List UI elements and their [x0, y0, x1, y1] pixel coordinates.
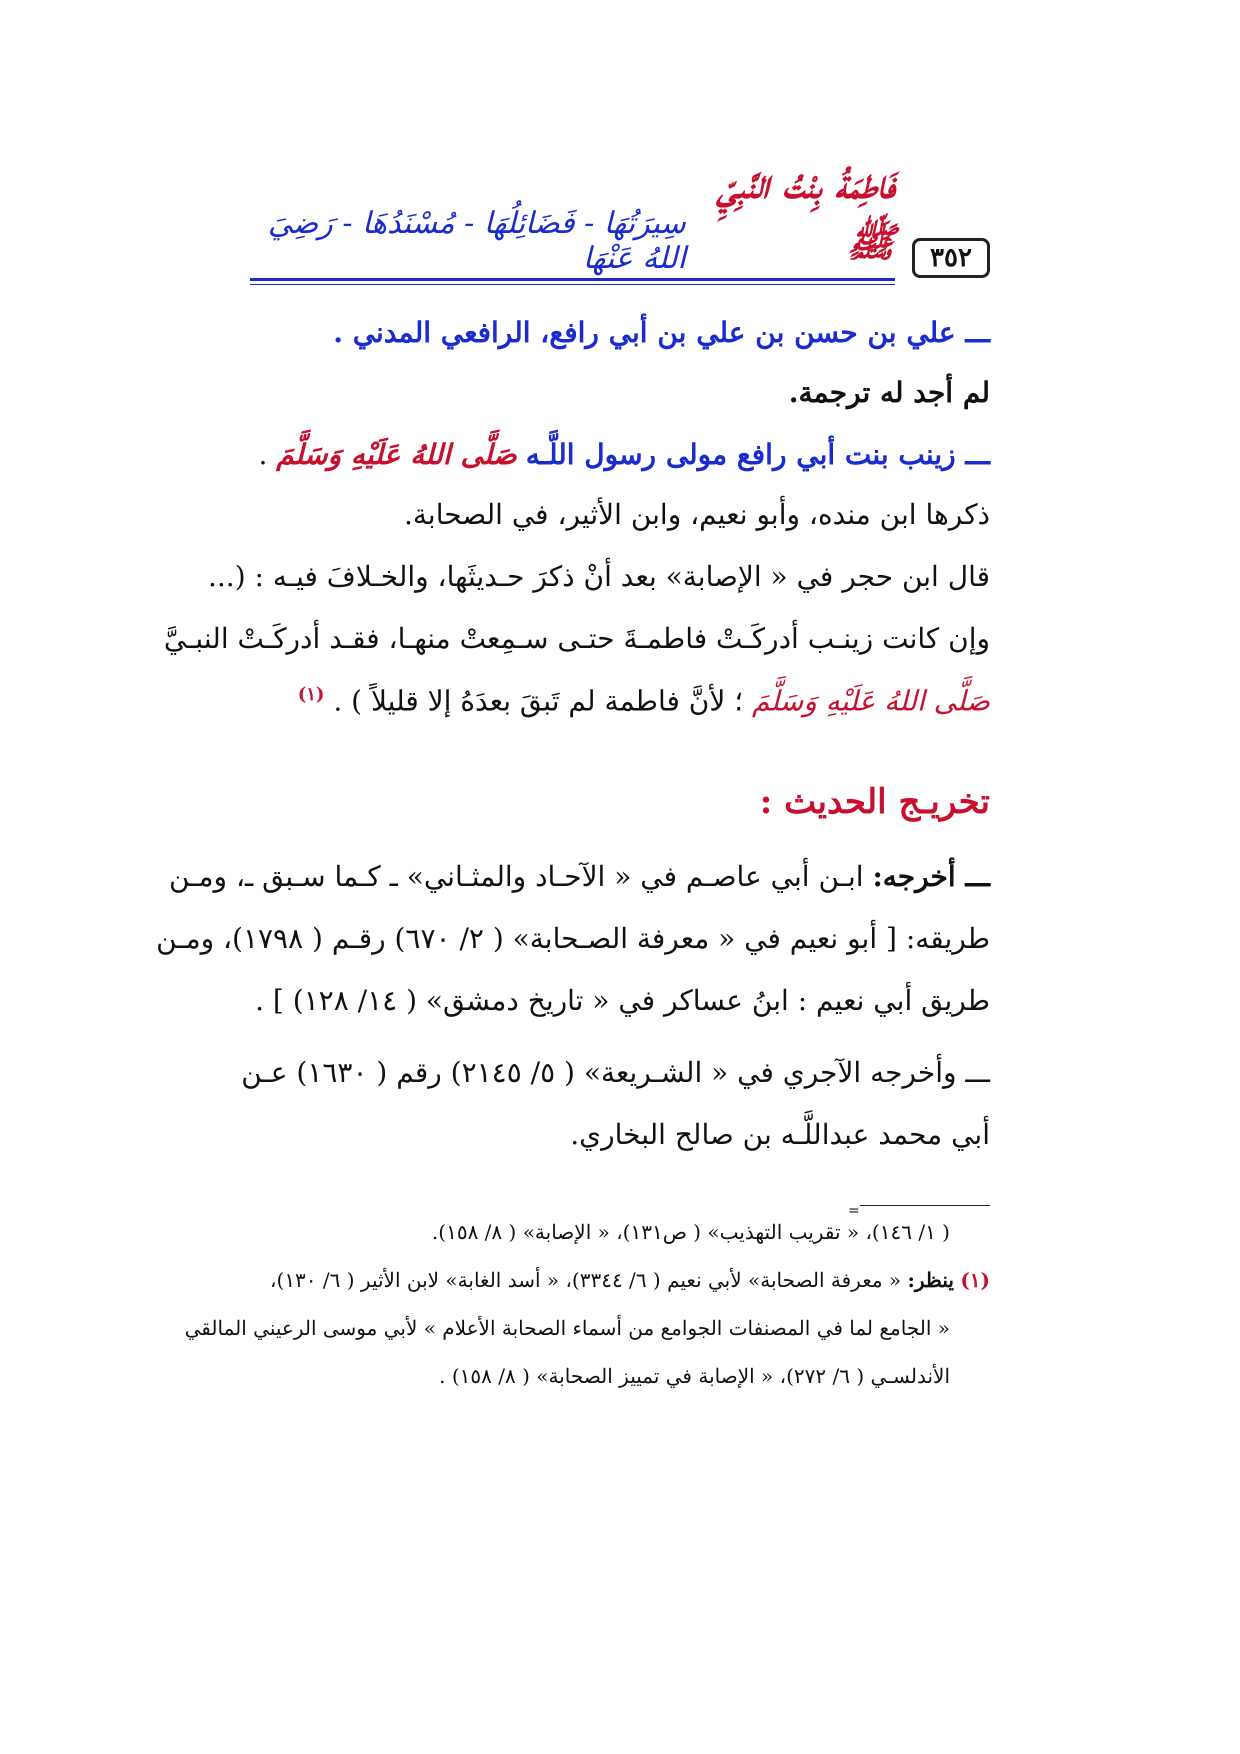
header-rule	[250, 278, 895, 281]
footnote-1-line1	[250, 1268, 990, 1292]
footnote-1-number: (١)	[960, 1268, 990, 1292]
page-number: ٣٥٢	[912, 238, 990, 278]
narrator-entry-ali: ـــ علي بن حسن بن علي بن أبي رافع، الرافعي المدني .	[333, 316, 990, 349]
mention-paragraph: ذكرها ابن منده، وأبو نعيم، وابن الأثير، في الصحابة.	[404, 498, 990, 531]
takhrij-label: ـــ أخرجه:	[872, 860, 990, 893]
footnote-ref: (١)	[297, 684, 325, 705]
no-biography-note: لم أجد له ترجمة.	[788, 376, 990, 409]
footnote-1-line3: الأندلسـي ( ٦/ ٢٧٢)، « الإصابة في تمييز الصحابة» ( ٨/ ١٥٨) .	[439, 1364, 950, 1388]
salutation: صَلَّى اللهُ عَلَيْهِ وَسَلَّمَ	[276, 438, 517, 471]
takhrij-line4: ـــ وأخرجه الآجري في « الشـريعة» ( ٥/ ٢١٤٥) رقم ( ١٦٣٠) عـن	[241, 1056, 990, 1089]
footnote-1-text: « معرفة الصحابة» لأبي نعيم ( ٦/ ٣٣٤٤)، « أسد الغابة» لابن الأثير ( ٦/ ١٣٠)،	[270, 1268, 902, 1292]
footnote-continuation: ( ١/ ١٤٦)، « تقريب التهذيب» ( ص١٣١)، « الإصابة» ( ٨/ ١٥٨).	[431, 1220, 950, 1244]
footnote-1-label: ينظر:	[907, 1268, 954, 1292]
ibn-hajar-quote-line2: وإن كانت زينـب أدركَـتْ فاطمـةَ حتـى سـمِعتْ منهـا، فقـد أدركَـتْ النبـيَّ	[163, 622, 990, 655]
running-title-sub: سِيرَتُهَا - فَضَائِلُهَا - مُسْنَدُهَا - رَضِيَ اللهُ عَنْهَا	[267, 206, 686, 276]
footnote-1-line2: « الجامع لما في المصنفات الجوامع من أسماء الصحابة الأعلام » لأبي موسى الرعيني المالقي	[184, 1316, 950, 1340]
footnote-separator	[860, 1205, 990, 1206]
narrator-entry-zaynab	[250, 438, 990, 471]
narrator-entry-zaynab-text: ـــ زينب بنت أبي رافع مولى رسول اللَّـه	[525, 438, 990, 471]
header-rule-thin	[250, 284, 895, 285]
takhrij-line1	[169, 860, 990, 893]
ibn-hajar-quote-line3	[250, 684, 990, 717]
page-header	[250, 161, 990, 280]
takhrij-line2: طريقه: [ أبو نعيم في « معرفة الصـحابة» ( ٢/ ٦٧٠) رقـم ( ١٧٩٨)، ومـن	[156, 922, 990, 955]
salutation: صَلَّى اللهُ عَلَيْهِ وَسَلَّمَ	[752, 684, 990, 718]
running-title-main: فَاطِمَةُ بِنْتُ النَّبِيِّ ﷺ	[717, 161, 895, 266]
takhrij-line5: أبي محمد عبداللَّـه بن صالح البخاري.	[570, 1118, 990, 1151]
footnote-continuation-mark: =	[848, 1203, 860, 1219]
running-title	[250, 161, 895, 276]
quote-end-text: ؛ لأنَّ فاطمة لم تَبقَ بعدَهُ إلا قليلاً ) .	[333, 684, 744, 718]
entry-end: .	[258, 438, 268, 471]
takhrij-line3: طريق أبي نعيم : ابنُ عساكر في « تاريخ دمشق» ( ١٤/ ١٢٨) ] .	[255, 984, 990, 1017]
section-heading: تخريـج الحديث :	[759, 782, 990, 822]
takhrij-line1-text: ابـن أبي عاصـم في « الآحـاد والمثـاني» ـ كـما سـبق ـ، ومـن	[169, 860, 864, 893]
ibn-hajar-quote-line1: قال ابن حجر في « الإصابة» بعد أنْ ذكرَ حـديثَها، والخـلافَ فيـه : (...	[208, 560, 990, 593]
